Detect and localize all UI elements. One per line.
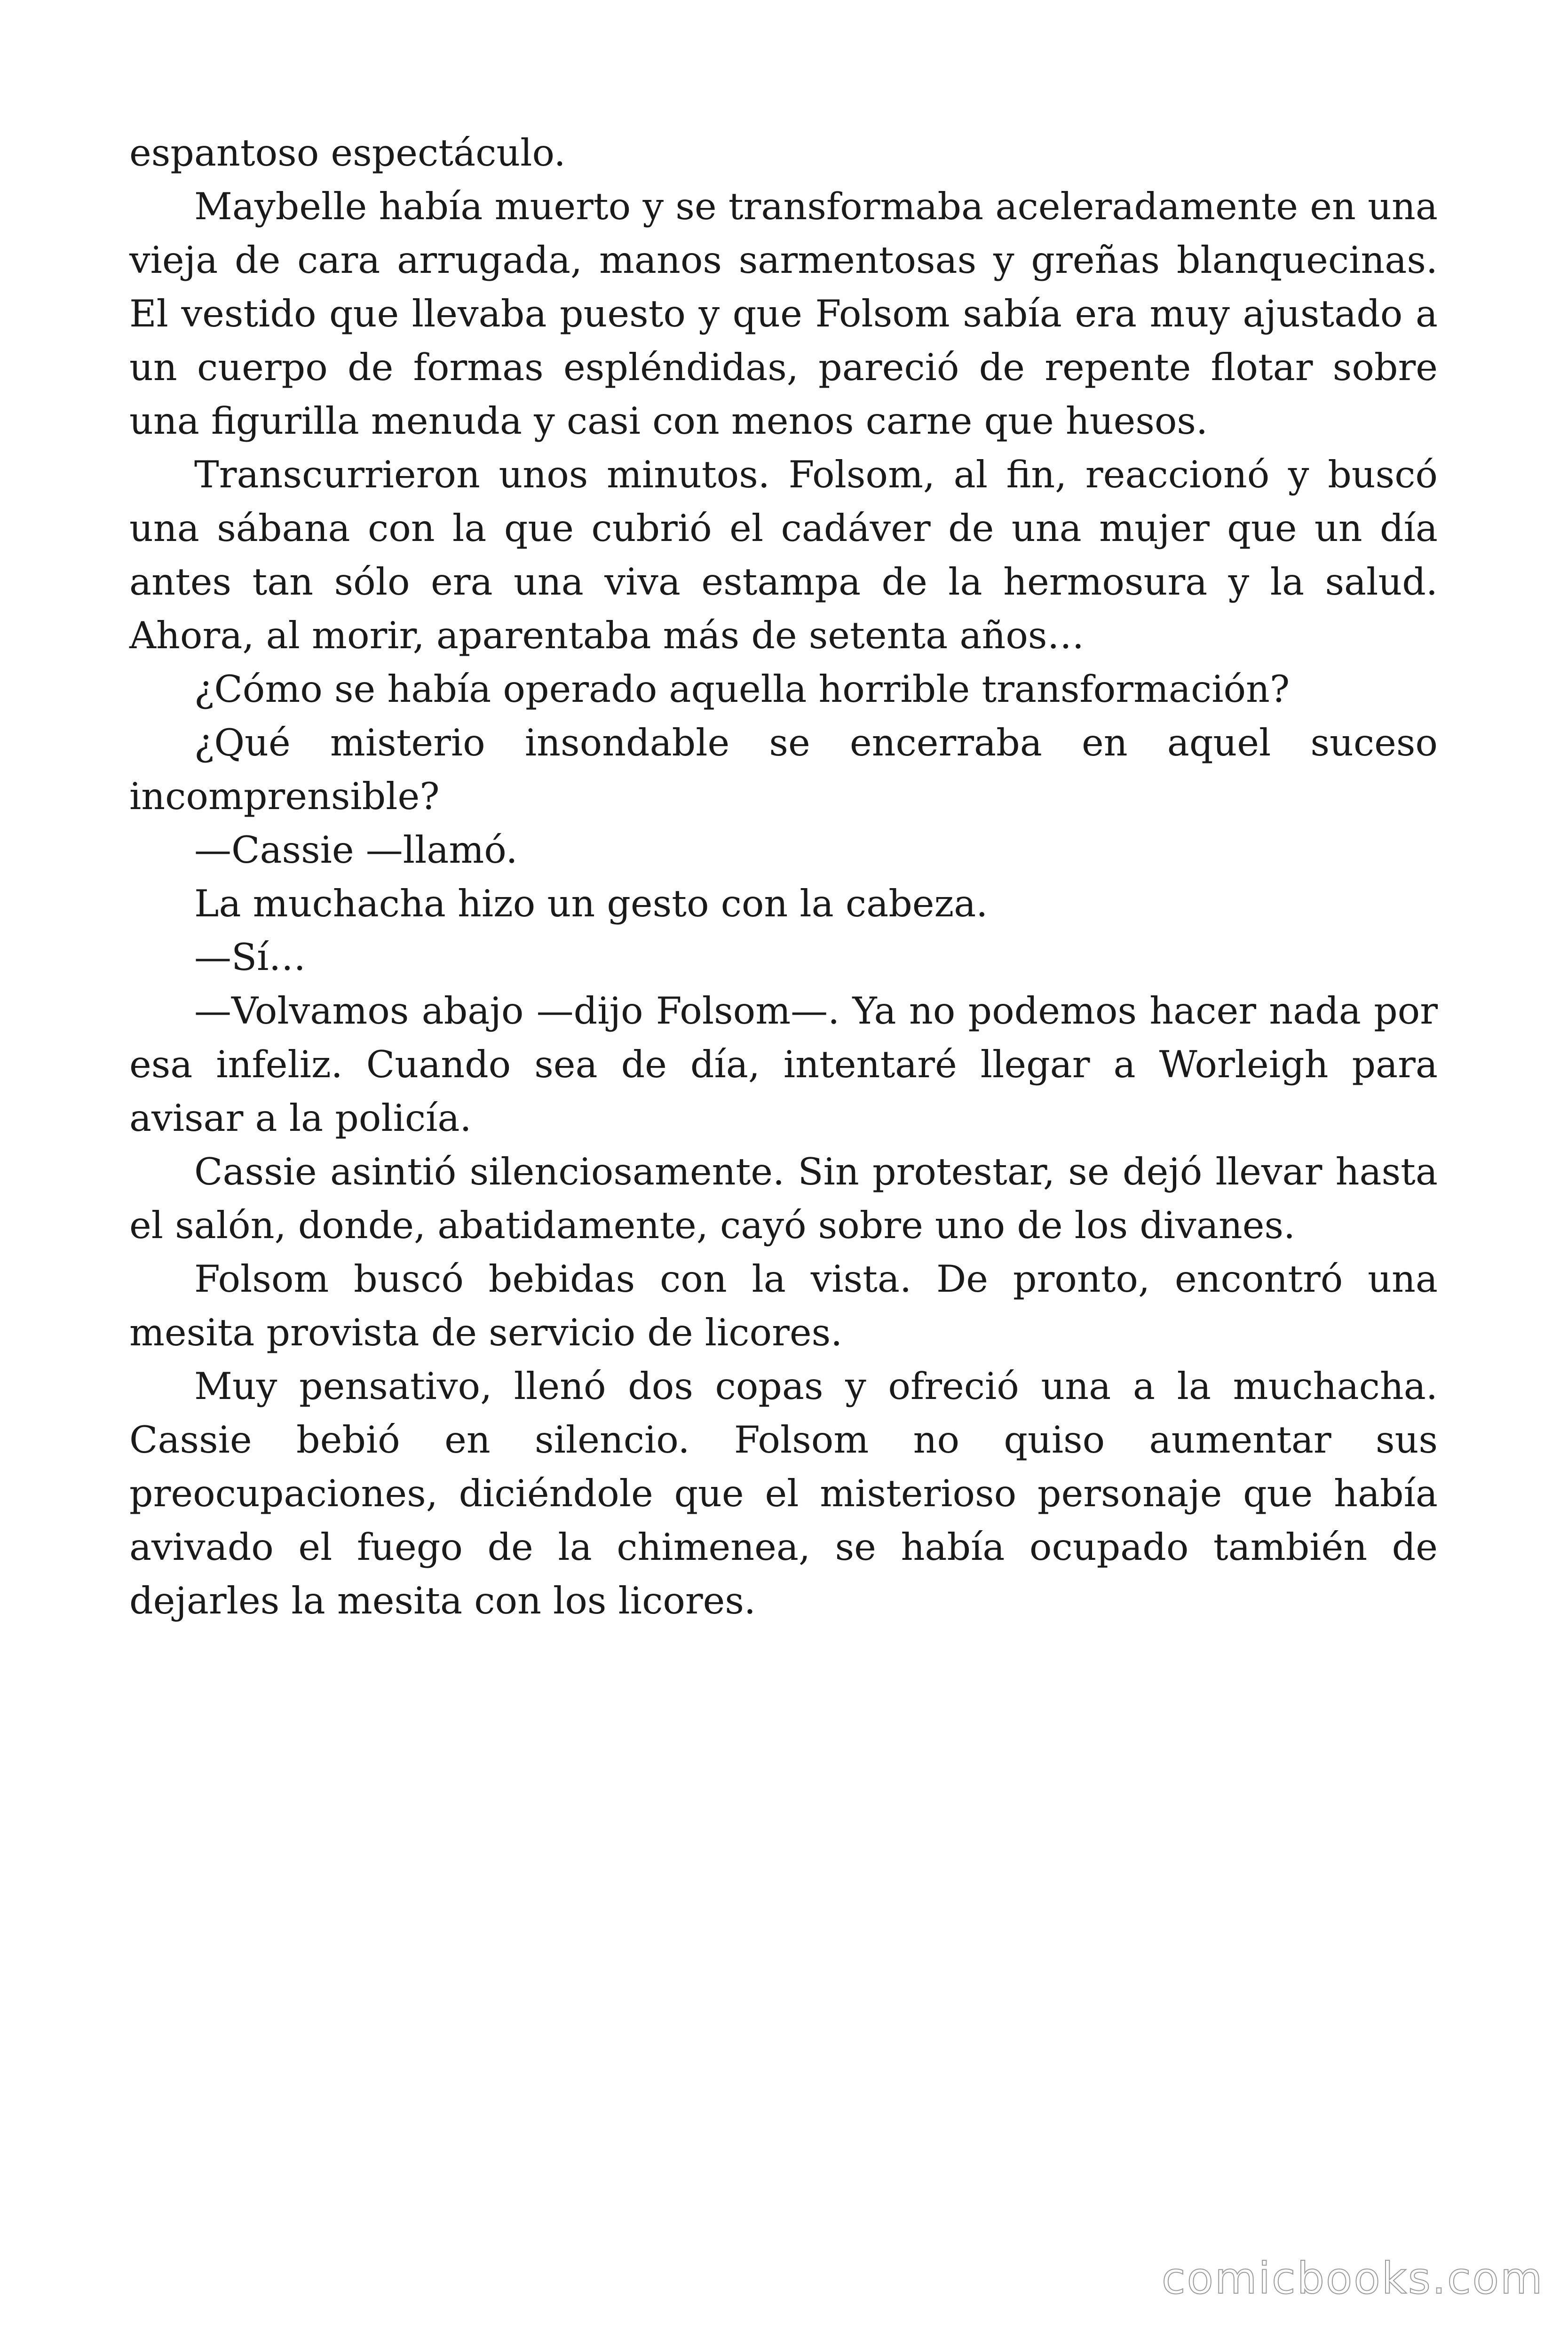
paragraph-1: espantoso espectáculo. xyxy=(129,131,566,175)
paragraph-2: Maybelle había muerto y se transformaba aceleradamente en una vieja de cara arrugada, manos sarmentosas y greñas blanquecinas. El vestido que llevaba puesto y que Folsom sabía era muy ajustado a un cuerpo de formas espléndidas, pareció de repente flotar sobre una figurilla menuda y casi con menos carne que huesos. xyxy=(129,185,1438,443)
watermark: comicbooks.com xyxy=(1162,2253,1544,2304)
paragraph-8: —Sí… xyxy=(194,936,306,979)
paragraph-4: ¿Cómo se había operado aquella horrible transformación? xyxy=(194,667,1290,711)
paragraph-10: Cassie asintió silenciosamente. Sin protestar, se dejó llevar hasta el salón, donde, abatidamente, cayó sobre uno de los divanes. xyxy=(129,1150,1438,1247)
paragraph-12: Muy pensativo, llenó dos copas y ofreció una a la muchacha. Cassie bebió en silencio. Folsom no quiso aumentar sus preocupaciones, diciéndole que el misterioso personaje que había avivado el fuego de la chimenea, se había ocupado también de dejarles la mesita con los licores. xyxy=(129,1365,1438,1622)
paragraph-3: Transcurrieron unos minutos. Folsom, al fin, reaccionó y buscó una sábana con la que cubrió el cadáver de una mujer que un día antes tan sólo era una viva estampa de la hermosura y la salud. Ahora, al morir, aparentaba más de setenta años… xyxy=(129,453,1438,657)
paragraph-5: ¿Qué misterio insondable se encerraba en aquel suceso incomprensible? xyxy=(129,721,1438,818)
paragraph-7: La muchacha hizo un gesto con la cabeza. xyxy=(194,882,988,925)
paragraph-6: —Cassie —llamó. xyxy=(194,828,518,872)
body-text xyxy=(129,126,1438,1628)
paragraph-11: Folsom buscó bebidas con la vista. De pronto, encontró una mesita provista de servicio de licores. xyxy=(129,1257,1438,1354)
paragraph-9: —Volvamos abajo —dijo Folsom—. Ya no podemos hacer nada por esa infeliz. Cuando sea de día, intentaré llegar a Worleigh para avisar a la policía. xyxy=(129,989,1438,1140)
